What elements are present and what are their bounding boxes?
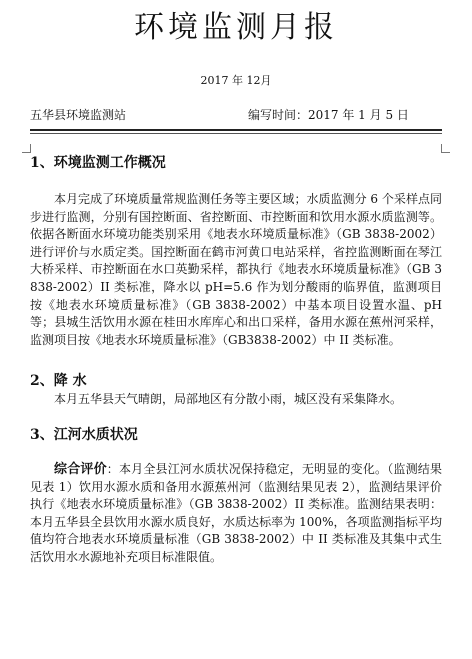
station-name: 五华县环境监测站 <box>30 108 127 122</box>
comprehensive-evaluation-text: ：本月全县江河水质状况保持稳定，无明显的变化。（监测结果见表 1）饮用水源水质和备用水源蕉州河（监测结果见表 2），监测结果评价执行《地表水环境质量标准》（GB 3838-2002）II 类标准。监测结果表明：本月五华县全县饮用水源水质良好，水质达标率为 100%，各项监测指标平均值均符合地表水环境质量标准（GB 3838-2002）中 II 类标准及其集中式生活饮用水水源地补充项目标准限值。 <box>30 461 442 564</box>
section-body-river-quality <box>30 461 442 567</box>
compile-date-group <box>248 106 409 123</box>
section-heading-precipitation: 2、降 水 <box>30 373 87 390</box>
comprehensive-evaluation-label: 综合评价 <box>54 461 107 477</box>
compile-date-value: 2017 年 1 月 5 日 <box>308 108 409 122</box>
report-title: 环境监测月报 <box>134 10 338 45</box>
section-body-work-overview: 本月完成了环境质量常规监测任务等主要区域；水质监测分 6 个采样点同步进行监测，分别有国控断面、省控断面、市控断面和饮用水源水质监测等。依据各断面水环境功能类别采用《地表水环境质量标准》（GB 3838-2002）进行评价与水质定类。国控断面在鹤市河黄口电站采样，省控监测断面在琴江大桥采样、市控断面在水口英勤采样，都执行《地表水环境质量标准》（GB 3838-2002）II 类标准，降水以 pH=5.6 作为划分酸雨的临界值，监测项目按《地表水环境质量标准》（GB 3838-2002）中基本项目设置水温、pH 等；县城生活饮用水源在桂田水库库心和出口采样，备用水源在蕉州河采样，监测项目按《地表水环境质量标准》（GB3838-2002）中 II 类标准。 <box>30 192 442 347</box>
header-rule-thin <box>30 133 442 134</box>
report-period: 2017 年 12月 <box>200 74 272 87</box>
section-body-precipitation: 本月五华县天气晴朗，局部地区有分散小雨，城区没有采集降水。 <box>54 392 403 407</box>
header-rule-thick <box>30 129 442 131</box>
page-corner-mark-left <box>22 144 31 153</box>
section-heading-river-quality: 3、江河水质状况 <box>30 426 138 443</box>
compile-date-label: 编写时间： <box>248 108 309 122</box>
page-corner-mark-right <box>441 144 450 153</box>
report-content <box>30 153 442 567</box>
section-heading-work-overview: 1、环境监测工作概况 <box>30 155 166 171</box>
